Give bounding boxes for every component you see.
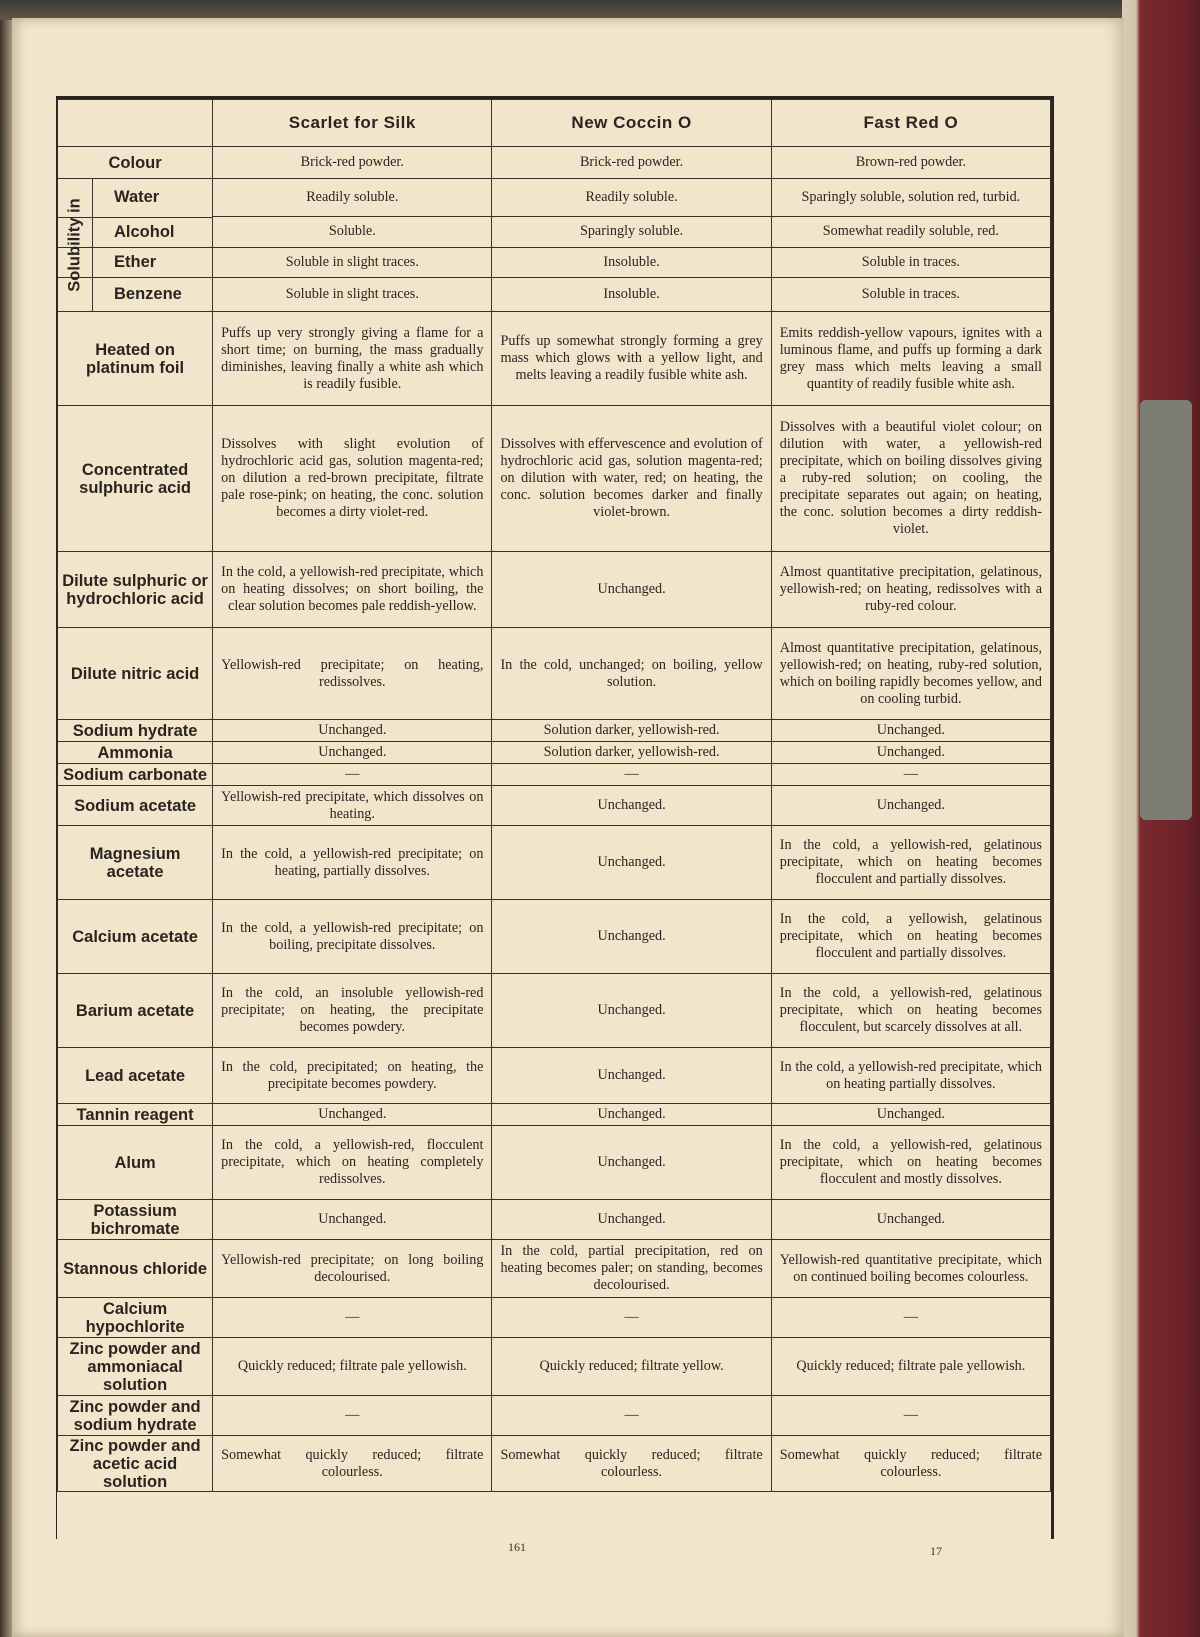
page-number-right: 17 (930, 1544, 942, 1558)
cell-coccin: — (492, 1396, 771, 1436)
cell-coccin: Quickly reduced; filtrate yellow. (492, 1338, 771, 1396)
sub-label-alcohol: Alcohol (58, 217, 212, 247)
row-zinc-ammoniacal (58, 1338, 1051, 1396)
cell-scarlet: Unchanged. (213, 1200, 492, 1240)
book-page (12, 18, 1124, 1637)
row-label: Ammonia (58, 742, 213, 764)
cell-scarlet: Yellowish-red precipitate, which dissolves on heating. (213, 786, 492, 826)
row-label: Zinc powder and sodium hydrate (58, 1396, 213, 1436)
dye-reactions-table (57, 99, 1051, 1492)
page-number-left: 161 (508, 1540, 526, 1554)
cell-fastred: In the cold, a yellowish-red precipitate, which on heating partially dissolves. (771, 1048, 1050, 1104)
cell-coccin: Unchanged. (492, 786, 771, 826)
cell-coccin: In the cold, partial precipitation, red on heating becomes paler; on standing, becomes decolourised. (492, 1240, 771, 1298)
cell-scarlet: Unchanged. (213, 1104, 492, 1126)
cell-fastred: Sparingly soluble, solution red, turbid. (771, 179, 1050, 217)
cell-fastred: Soluble in traces. (771, 247, 1050, 277)
cell-scarlet: In the cold, a yellowish-red precipitate; on heating, partially dissolves. (213, 826, 492, 900)
cell-coccin: Somewhat quickly reduced; filtrate colourless. (492, 1436, 771, 1492)
cell-coccin: Insoluble. (492, 277, 771, 311)
cell-fastred: Unchanged. (771, 1200, 1050, 1240)
row-label: Stannous chloride (58, 1240, 213, 1298)
row-potassium-bichromate (58, 1200, 1051, 1240)
header-scarlet-for-silk: Scarlet for Silk (213, 100, 492, 147)
reactions-table-frame (56, 96, 1054, 1539)
cell-fastred: Almost quantitative precipitation, gelatinous, yellowish-red; on heating, ruby-red solution, which on boiling rapidly becomes yellow, and on cooling turbid. (771, 628, 1050, 720)
cell-coccin: Solution darker, yellowish-red. (492, 742, 771, 764)
row-heated (58, 312, 1051, 406)
cell-fastred: In the cold, a yellowish-red, gelatinous precipitate, which on heating becomes flocculent and mostly dissolves. (771, 1126, 1050, 1200)
cell-scarlet: Unchanged. (213, 720, 492, 742)
cell-fastred: — (771, 1396, 1050, 1436)
row-colour (58, 147, 1051, 179)
cell-coccin: Unchanged. (492, 1126, 771, 1200)
solubility-vertical-label: Solubility in (58, 179, 93, 311)
cell-coccin: Brick-red powder. (492, 147, 771, 179)
cell-scarlet: Readily soluble. (213, 179, 492, 217)
row-barium-acetate (58, 974, 1051, 1048)
cell-fastred: Almost quantitative precipitation, gelatinous, yellowish-red; on heating, redissolves with a ruby-red colour. (771, 552, 1050, 628)
cover-worn-patch (1140, 400, 1192, 820)
sub-label-benzene: Benzene (114, 284, 182, 303)
row-ammonia (58, 742, 1051, 764)
header-fast-red-o: Fast Red O (771, 100, 1050, 147)
cell-fastred: — (771, 1298, 1050, 1338)
row-label: Potassium bichromate (58, 1200, 213, 1240)
header-new-coccin-o: New Coccin O (492, 100, 771, 147)
row-label: Concentrated sulphuric acid (58, 406, 213, 552)
cell-fastred: Quickly reduced; filtrate pale yellowish. (771, 1338, 1050, 1396)
row-water (58, 179, 1051, 217)
cell-scarlet: Dissolves with slight evolution of hydrochloric acid gas, solution magenta-red; on dilution a red-brown precipitate, filtrate pale rose-pink; on heating, the conc. solution becomes a dirty violet-red. (213, 406, 492, 552)
row-zinc-acetic (58, 1436, 1051, 1492)
cell-coccin: — (492, 764, 771, 786)
cell-fastred: Unchanged. (771, 742, 1050, 764)
row-label: Sodium carbonate (58, 764, 213, 786)
sub-label-water: Water (58, 179, 212, 217)
cell-coccin: In the cold, unchanged; on boiling, yellow solution. (492, 628, 771, 720)
cell-fastred: In the cold, a yellowish-red, gelatinous precipitate, which on heating becomes flocculent, but scarcely dissolves at all. (771, 974, 1050, 1048)
header-row (58, 100, 1051, 147)
cell-scarlet: Soluble in slight traces. (213, 277, 492, 311)
cell-coccin: Unchanged. (492, 826, 771, 900)
row-calcium-acetate (58, 900, 1051, 974)
cell-fastred: Somewhat readily soluble, red. (771, 217, 1050, 247)
row-stannous-chloride (58, 1240, 1051, 1298)
row-label: Sodium acetate (58, 786, 213, 826)
row-sodium-carbonate (58, 764, 1051, 786)
row-dilute-nitric (58, 628, 1051, 720)
row-magnesium-acetate (58, 826, 1051, 900)
cell-fastred: Brown-red powder. (771, 147, 1050, 179)
row-label: Calcium hypochlorite (58, 1298, 213, 1338)
row-label: Colour (58, 147, 213, 179)
cell-scarlet: In the cold, precipitated; on heating, the precipitate becomes powdery. (213, 1048, 492, 1104)
sub-label-ether: Ether (58, 247, 212, 277)
row-label: Heated on platinum foil (58, 312, 213, 406)
row-label: Sodium hydrate (58, 720, 213, 742)
row-label: Alum (58, 1126, 213, 1200)
cell-fastred: — (771, 764, 1050, 786)
cell-coccin: Unchanged. (492, 1200, 771, 1240)
cell-scarlet: Quickly reduced; filtrate pale yellowish. (213, 1338, 492, 1396)
cell-coccin: Unchanged. (492, 1104, 771, 1126)
cell-coccin: Readily soluble. (492, 179, 771, 217)
cell-scarlet: Somewhat quickly reduced; filtrate colourless. (213, 1436, 492, 1492)
cell-scarlet: In the cold, a yellowish-red precipitate; on boiling, precipitate dissolves. (213, 900, 492, 974)
cell-fastred: Unchanged. (771, 786, 1050, 826)
cell-scarlet: Brick-red powder. (213, 147, 492, 179)
cell-scarlet: — (213, 1298, 492, 1338)
cell-fastred: Unchanged. (771, 720, 1050, 742)
cell-scarlet: — (213, 764, 492, 786)
row-alum (58, 1126, 1051, 1200)
cell-coccin: Solution darker, yellowish-red. (492, 720, 771, 742)
cell-fastred: Unchanged. (771, 1104, 1050, 1126)
row-sodium-hydrate (58, 720, 1051, 742)
row-lead-acetate (58, 1048, 1051, 1104)
row-calcium-hypochlorite (58, 1298, 1051, 1338)
cell-fastred: In the cold, a yellowish-red, gelatinous precipitate, which on heating becomes flocculent and partially dissolves. (771, 826, 1050, 900)
row-tannin (58, 1104, 1051, 1126)
cell-fastred: Dissolves with a beautiful violet colour; on dilution with water, a yellowish-red precipitate, which on boiling dissolves giving a ruby-red solution; on cooling, the precipitate separates out again; on heating, the conc. solution becomes a dirty reddish-violet. (771, 406, 1050, 552)
cell-fastred: Soluble in traces. (771, 277, 1050, 311)
row-label: Tannin reagent (58, 1104, 213, 1126)
row-dilute-sulphuric (58, 552, 1051, 628)
cell-fastred: Somewhat quickly reduced; filtrate colourless. (771, 1436, 1050, 1492)
cell-coccin: Unchanged. (492, 1048, 771, 1104)
cell-coccin: Unchanged. (492, 900, 771, 974)
row-zinc-sodium-hydrate (58, 1396, 1051, 1436)
cell-scarlet: In the cold, a yellowish-red precipitate, which on heating dissolves; on short boiling, the clear solution becomes pale reddish-yellow. (213, 552, 492, 628)
row-label: Zinc powder and acetic acid solution (58, 1436, 213, 1492)
cell-fastred: Emits reddish-yellow vapours, ignites with a luminous flame, and puffs up forming a dark grey mass which melts leaving a small quantity of readily fusible white ash. (771, 312, 1050, 406)
row-label: Dilute sulphuric or hydrochloric acid (58, 552, 213, 628)
cell-coccin: Insoluble. (492, 247, 771, 277)
cell-scarlet: In the cold, a yellowish-red, flocculent precipitate, which on heating completely redissolves. (213, 1126, 492, 1200)
cell-fastred: Yellowish-red quantitative precipitate, which on continued boiling becomes colourless. (771, 1240, 1050, 1298)
cell-coccin: — (492, 1298, 771, 1338)
cell-scarlet: Puffs up very strongly giving a flame for a short time; on burning, the mass gradually diminishes, leaving finally a white ash which is readily fusible. (213, 312, 492, 406)
row-label: Zinc powder and ammoniacal solution (58, 1338, 213, 1396)
solubility-group (58, 179, 213, 312)
cell-coccin: Unchanged. (492, 552, 771, 628)
cell-scarlet: Unchanged. (213, 742, 492, 764)
cell-scarlet: Yellowish-red precipitate; on long boiling decolourised. (213, 1240, 492, 1298)
row-label: Calcium acetate (58, 900, 213, 974)
row-label: Magnesium acetate (58, 826, 213, 900)
row-label: Lead acetate (58, 1048, 213, 1104)
cell-coccin: Unchanged. (492, 974, 771, 1048)
header-corner (58, 100, 213, 147)
cell-fastred: In the cold, a yellowish, gelatinous precipitate, which on heating becomes flocculent and partially dissolves. (771, 900, 1050, 974)
row-label: Dilute nitric acid (58, 628, 213, 720)
row-sodium-acetate (58, 786, 1051, 826)
row-label: Barium acetate (58, 974, 213, 1048)
cell-coccin: Sparingly soluble. (492, 217, 771, 247)
cell-scarlet: In the cold, an insoluble yellowish-red precipitate; on heating, the precipitate becomes powdery. (213, 974, 492, 1048)
cell-scarlet: Soluble in slight traces. (213, 247, 492, 277)
cell-coccin: Dissolves with effervescence and evolution of hydrochloric acid gas, solution magenta-red; on dilution with water, red; on heating, the conc. solution becomes darker and finally violet-brown. (492, 406, 771, 552)
cell-scarlet: Soluble. (213, 217, 492, 247)
cell-coccin: Puffs up somewhat strongly forming a grey mass which glows with a yellow light, and melts leaving a readily fusible white ash. (492, 312, 771, 406)
cell-scarlet: Yellowish-red precipitate; on heating, redissolves. (213, 628, 492, 720)
cell-scarlet: — (213, 1396, 492, 1436)
row-conc-sulphuric (58, 406, 1051, 552)
